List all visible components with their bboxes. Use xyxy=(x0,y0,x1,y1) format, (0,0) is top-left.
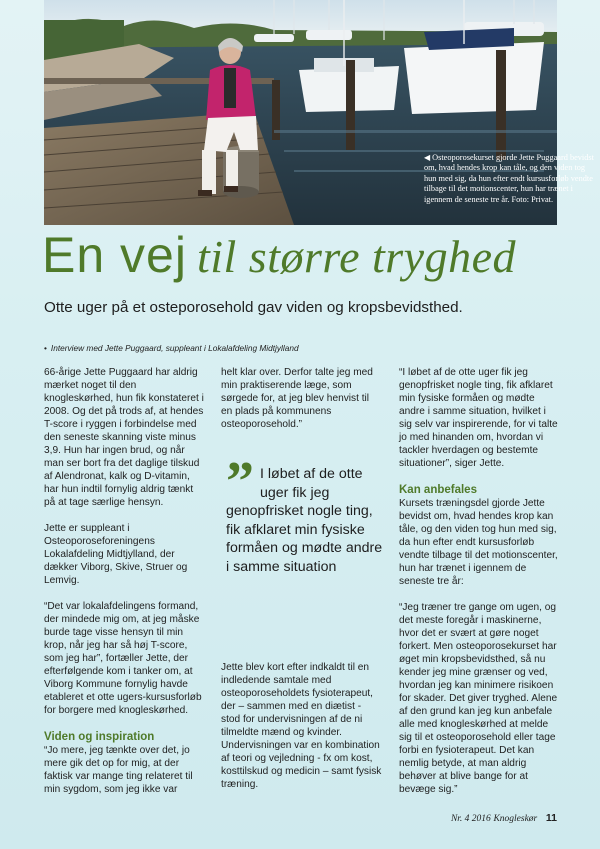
bullet-icon: • xyxy=(44,343,47,353)
magazine-name: Knogleskør xyxy=(493,814,538,824)
paragraph: Kursets træningsdel gjorde Jette bevidst om, hvad hendes krop kan tåle, og den viden tog hun med sig, da hun efter endt kursusforløb vendte tilbage til det motionscenter, hun har trænet i igennem de seneste tre år: xyxy=(399,498,558,587)
photo-caption xyxy=(424,153,596,205)
issue-number: Nr. 4 2016 xyxy=(450,814,491,824)
paragraph: 66-årige Jette Puggaard har aldrig mærket noget til den knogleskørhed, hun fik konstateret i 2008. Og det på trods af, at hendes T-score i ryggen i forbindelse med den seneste skanning viste minus 3,9. Hun har ingen brud, og når man ser bort fra det daglige tilskud af Alendronat, kalk og D-vitamin, har hun indtil fornylig aldrig tænkt på at tage særlige hensyn. xyxy=(44,367,204,508)
section-heading: Kan anbefales xyxy=(399,484,477,496)
paragraph: helt klar over. Derfor talte jeg med min praktiserende læge, som sørgede for, at jeg blev henvist til en plads på kommunens osteoporosehold.” xyxy=(221,367,373,430)
article-headline xyxy=(42,226,562,284)
paragraph: “Det var lokalafdelingens formand, der mindede mig om, at jeg måske burde tage visse hensyn til min krop, når jeg har så høj T-score, som jeg har”, fortæller Jette, der efterfølgende kom i tanker om, at Viborg Kommune fornylig havde etableret et otte ugers-kursusforløb for borgere med knogleskørhed. xyxy=(44,601,202,716)
paragraph: “Jo mere, jeg tænkte over det, jo mere gik det op for mig, at der faktisk var mange ting relateret til min sygdom, som jeg ikke var xyxy=(44,745,193,795)
paragraph: Jette er suppleant i Osteoporoseforeningens Lokalafdeling Midtjylland, der dækker Viborg, Skive, Struer og Lemvig. xyxy=(44,523,188,586)
text-column-2 xyxy=(221,366,383,444)
article-byline xyxy=(44,343,564,353)
page-number: 11 xyxy=(545,812,557,824)
byline-text: Interview med Jette Puggaard, suppleant i Lokalafdeling Midtjylland xyxy=(50,343,299,353)
headline-part-b: til større tryghed xyxy=(196,231,517,282)
text-column-2-lower xyxy=(221,661,383,791)
section-heading: Viden og inspiration xyxy=(44,731,155,743)
text-column-1 xyxy=(44,366,206,796)
paragraph: “Jeg træner tre gange om ugen, og det meste foregår i maskinerne, hvor det er svært at gøre noget forkert. Men osteoporosekurset har øget min kropsbevidsthed, så nu kender jeg mine grænser og ved, hvordan jeg kan minimere risikoen for skader. Det giver tryghed. Alene af den grund kan jeg kun anbefale alle med knogleskørhed at melde sig til et osteoporosehold eller tage forbi en fysioterapeut. Det kan nemlig betyde, at man aldrig behøver at blive bange for at bevæge sig.” xyxy=(399,602,558,795)
article-photo xyxy=(44,0,594,225)
headline-part-a: En vej xyxy=(42,227,187,283)
caption-pointer-icon: ◀ xyxy=(424,153,431,162)
page-footer xyxy=(451,812,557,824)
article-subtitle: Otte uger på et osteporosehold gav viden og kropsbevidsthed. xyxy=(44,299,463,316)
photo-caption-text: Osteoporosekurset gjorde Jette Puggaard bevidst om, hvad hendes krop kan tåle, og den viden tog hun med sig, da hun efter endt kursusforløb vendte tilbage til det motionscenter, hun har trænet i igennem de seneste tre år. Foto: Privat. xyxy=(424,153,594,204)
pull-quote-text: I løbet af de otte uger fik jeg genopfrisket nogle ting, fik afklaret min fysiske formåen og mødte andre i samme situation xyxy=(226,466,383,575)
text-column-3 xyxy=(399,366,561,796)
quote-mark-icon: ” xyxy=(226,451,250,513)
paragraph: “I løbet af de otte uger fik jeg genopfrisket nogle ting, fik afklaret min fysiske formåen og mødte andre i samme situation, hvilket i sig selv var inspirerende, for vi talte jo med hinanden om, hvordan vi tackler hverdagen og bestemte situationer”, siger Jette. xyxy=(399,367,558,469)
paragraph: Jette blev kort efter indkaldt til en indledende samtale med osteoporoseholdets fysioterapeut, der – sammen med en diætist - stod for undervisningen af de ni tilmeldte mænd og kvinder. Undervisningen var en kombination af teori og vejledning - fx om kost, kosttilskud og medicin – samt fysisk træning. xyxy=(221,662,382,790)
pull-quote xyxy=(226,451,386,577)
